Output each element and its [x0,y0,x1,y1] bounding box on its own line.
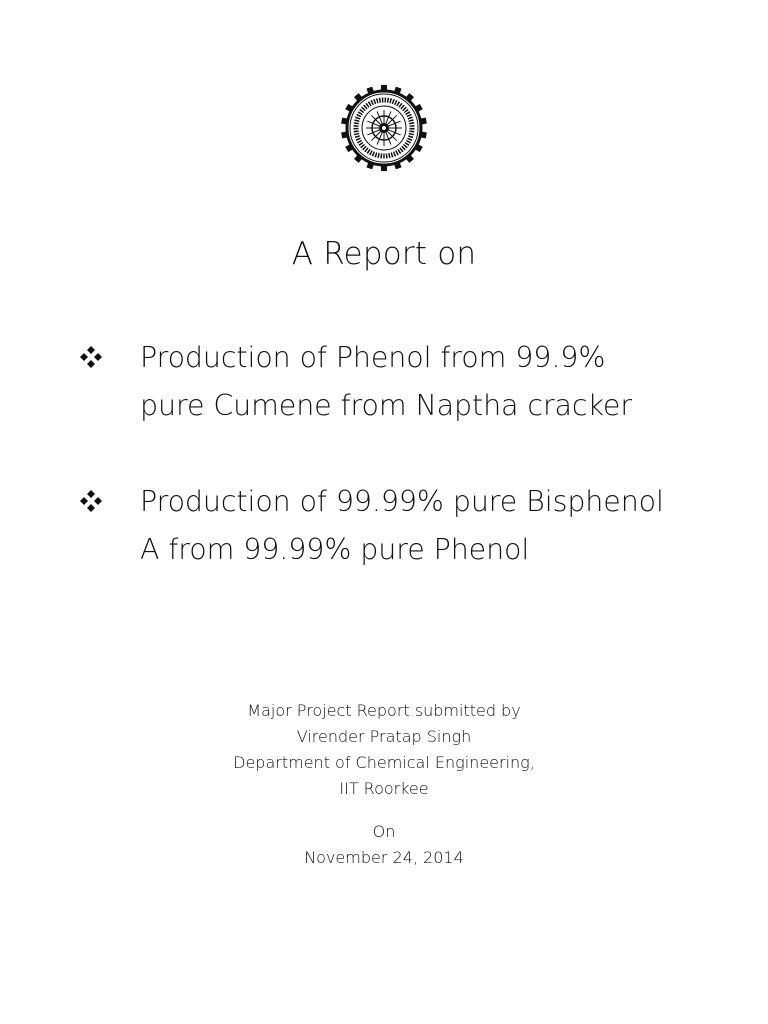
topic-line: Production of Phenol from 99.9% [140,341,606,374]
department-name: Department of Chemical Engineering, [233,753,535,772]
institute-name: IIT Roorkee [339,779,429,798]
topic-line: Production of 99.99% pure Bisphenol [140,485,664,518]
topic-line: A from 99.99% pure Phenol [140,533,530,566]
report-title: A Report on [291,236,477,272]
submission-label: Major Project Report submitted by [247,701,521,720]
four-diamond-bullet-icon [78,488,104,514]
institute-logo-icon [338,85,430,171]
submission-date: November 24, 2014 [304,848,464,867]
submission-block [0,698,768,802]
topic-line: pure Cumene from Naptha cracker [140,389,632,422]
author-name: Virender Pratap Singh [296,727,472,746]
date-block [0,819,768,871]
date-label: On [372,822,396,841]
four-diamond-bullet-icon [78,344,104,370]
